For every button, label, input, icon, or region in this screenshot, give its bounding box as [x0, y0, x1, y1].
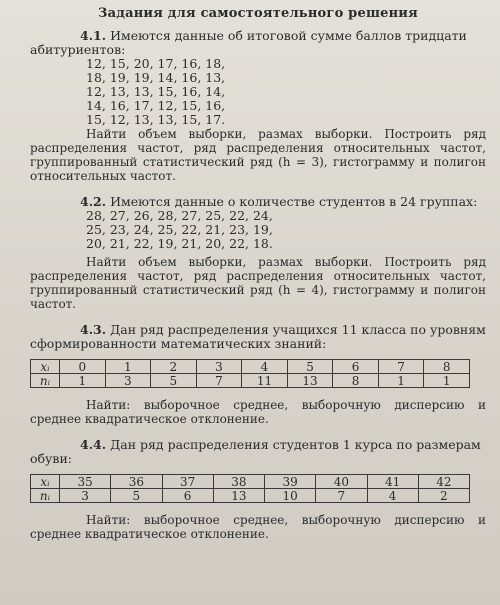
data-line: 12, 13, 13, 15, 16, 14,: [86, 84, 226, 99]
table-cell: 35: [60, 475, 111, 489]
table-cell: 6: [162, 489, 213, 503]
table-cell: 7: [378, 360, 424, 374]
table-cell: 4: [367, 489, 418, 503]
table-cell: 4: [242, 360, 288, 374]
table-header-n: nᵢ: [31, 374, 60, 388]
table-cell: 37: [162, 475, 213, 489]
task-assignment: Найти объем выборки, размах выборки. Построить ряд распределения частот, ряд распределения относительных частот, группированный статистический ряд (h = 4), гистограмму и полигон частот.: [30, 255, 486, 311]
table-cell: 13: [213, 489, 264, 503]
data-line: 20, 21, 22, 19, 21, 20, 22, 18.: [86, 236, 273, 251]
task-assignment: Найти объем выборки, размах выборки. Построить ряд распределения частот, ряд распределения относительных частот, группированный статистический ряд (h = 3), гистограмму и полигон относительных частот.: [30, 127, 486, 183]
table-cell: 10: [265, 489, 316, 503]
task-4-2: [30, 195, 486, 311]
table-cell: 7: [196, 374, 242, 388]
table-cell: 41: [367, 475, 418, 489]
task-4-1: [30, 29, 486, 183]
table-row-x: [31, 475, 470, 489]
task-intro-text: Имеются данные об итоговой сумме баллов тридцати абитуриентов:: [30, 28, 467, 57]
table-cell: 36: [111, 475, 162, 489]
table-cell: 40: [316, 475, 367, 489]
data-line: 28, 27, 26, 28, 27, 25, 22, 24,: [86, 208, 273, 223]
task-find: Найти: выборочное среднее, выборочную дисперсию и среднее квадратическое отклонение.: [30, 513, 486, 541]
table-cell: 1: [424, 374, 470, 388]
task-number: 4.1.: [80, 28, 107, 43]
table-cell: 3: [105, 374, 151, 388]
table-row-x: [31, 360, 470, 374]
table-cell: 13: [287, 374, 333, 388]
task-number: 4.3.: [80, 322, 107, 337]
table-header-n: nᵢ: [31, 489, 60, 503]
task-intro-text: Дан ряд распределения студентов 1 курса по размерам обуви:: [30, 437, 481, 466]
table-cell: 6: [333, 360, 379, 374]
table-row-n: [31, 374, 470, 388]
task-intro: [30, 323, 486, 351]
table-cell: 7: [316, 489, 367, 503]
task-4-4: [30, 438, 486, 541]
table-cell: 3: [60, 489, 111, 503]
data-line: 25, 23, 24, 25, 22, 21, 23, 19,: [86, 222, 273, 237]
page-title: Задания для самостоятельного решения: [98, 6, 418, 21]
table-cell: 1: [105, 360, 151, 374]
table-header-x: xᵢ: [31, 475, 60, 489]
table-cell: 8: [424, 360, 470, 374]
task-number: 4.4.: [80, 437, 107, 452]
table-cell: 11: [242, 374, 288, 388]
table-cell: 38: [213, 475, 264, 489]
data-line: 15, 12, 13, 13, 15, 17.: [86, 112, 226, 127]
task-intro: [30, 438, 486, 466]
distribution-table: [30, 474, 470, 503]
table-cell: 1: [60, 374, 106, 388]
table-cell: 2: [418, 489, 469, 503]
task-4-3: [30, 323, 486, 426]
task-intro-text: Дан ряд распределения учащихся 11 класса по уровням сформированности математических знаний:: [30, 322, 486, 351]
data-line: 18, 19, 19, 14, 16, 13,: [86, 70, 226, 85]
table-cell: 5: [287, 360, 333, 374]
table-cell: 0: [60, 360, 106, 374]
task-intro-text: Имеются данные о количестве студентов в 24 группах:: [110, 194, 478, 209]
data-line: 12, 15, 20, 17, 16, 18,: [86, 56, 226, 71]
table-cell: 8: [333, 374, 379, 388]
table-cell: 39: [265, 475, 316, 489]
task-intro: [30, 29, 486, 57]
data-line: 14, 16, 17, 12, 15, 16,: [86, 98, 226, 113]
table-cell: 42: [418, 475, 469, 489]
table-row-n: [31, 489, 470, 503]
table-cell: 3: [196, 360, 242, 374]
task-number: 4.2.: [80, 194, 107, 209]
task-intro: [30, 195, 486, 209]
table-cell: 5: [151, 374, 197, 388]
table-header-x: xᵢ: [31, 360, 60, 374]
distribution-table: [30, 359, 470, 388]
table-cell: 5: [111, 489, 162, 503]
task-find: Найти: выборочное среднее, выборочную дисперсию и среднее квадратическое отклонение.: [30, 398, 486, 426]
table-cell: 2: [151, 360, 197, 374]
table-cell: 1: [378, 374, 424, 388]
